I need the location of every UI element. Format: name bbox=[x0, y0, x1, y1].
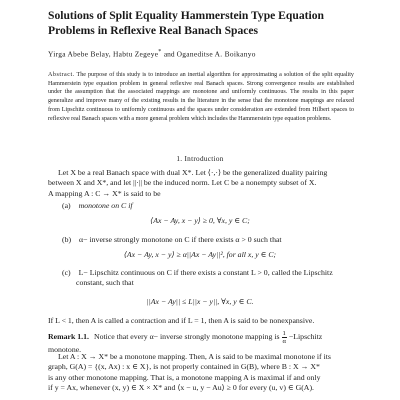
intro-line-1: Let X be a real Banach space with dual X*. Let ⟨·,·⟩ be the generalized duality pairing bbox=[58, 168, 328, 177]
equation-monotone: ⟨Ax − Ay, x − y⟩ ≥ 0, ∀x, y ∈ C; bbox=[150, 216, 250, 225]
author-list bbox=[48, 49, 368, 58]
fraction-denominator: α bbox=[282, 338, 286, 345]
p3-line-3: is any other monotone mapping. That is, a monotone mapping A is maximal if and only bbox=[48, 372, 321, 382]
remark-label: Remark 1.1. bbox=[48, 332, 89, 342]
intro-line-2: between X and X*, and let ||·|| be the induced norm. Let C be a nonempty subset of X. bbox=[48, 178, 317, 188]
intro-paragraph-3 bbox=[48, 352, 370, 394]
abstract bbox=[48, 71, 354, 123]
author-3: Oganeditse A. Boikanyo bbox=[176, 49, 256, 59]
equation-inverse-strongly-monotone: ⟨Ax − Ay, x − y⟩ ≥ α||Ax − Ay||², for all x, y ∈ C; bbox=[123, 250, 277, 259]
author-2: Habtu Zegeye bbox=[113, 49, 159, 59]
definition-item-c bbox=[62, 268, 372, 289]
fraction-numerator: 1 bbox=[282, 330, 286, 337]
item-b-label: (b) bbox=[62, 235, 72, 244]
item-a-text: monotone on C if bbox=[78, 201, 133, 210]
definition-item-a bbox=[62, 201, 372, 211]
p3-line-1: Let A : X → X* be a monotone mapping. Then, A is said to be maximal monotone if its bbox=[58, 352, 331, 361]
item-c-line-1: L− Lipschitz continuous on C if there exists a constant L > 0, called the Lipschitz bbox=[78, 268, 333, 277]
item-b-text: α− inverse strongly monotone on C if there exists α > 0 such that bbox=[79, 235, 282, 244]
definition-item-b bbox=[62, 235, 372, 245]
item-c-line-2: constant, such that bbox=[76, 278, 134, 288]
p3-line-4: if y = Ax, whenever (x, y) ∈ X × X* and ⟨x − u, y − Au⟩ ≥ 0 for every (u, v) ∈ G(A). bbox=[48, 383, 314, 393]
title-line-1: Solutions of Split Equality Hammerstein Type Equation bbox=[48, 9, 324, 22]
author-conjunction: and bbox=[163, 49, 175, 59]
intro-paragraph-1 bbox=[48, 168, 370, 199]
p3-line-2: graph, G(A) = {(x, Ax) : x ∈ X}, is not properly contained in G(B), where B : X → X* bbox=[48, 362, 320, 372]
intro-paragraph-2: If L < 1, then A is called a contraction and if L = 1, then A is said to be nonexpansive. bbox=[48, 316, 315, 325]
remark-text-end: −Lipschitz bbox=[288, 332, 323, 342]
equation-lipschitz: ||Ax − Ay|| ≤ L||x − y||, ∀x, y ∈ C. bbox=[146, 297, 254, 306]
author-1: Yirga Abebe Belay, bbox=[48, 49, 111, 59]
item-c-label: (c) bbox=[62, 268, 71, 277]
remark-fraction bbox=[282, 330, 287, 345]
intro-line-3: A mapping A : C → X* is said to be bbox=[48, 188, 161, 198]
paper-title bbox=[48, 9, 368, 38]
abstract-label: Abstract. bbox=[48, 72, 75, 78]
section-heading: 1. Introduction bbox=[176, 155, 224, 163]
title-line-2: Problems in Reflexive Real Banach Spaces bbox=[48, 23, 259, 37]
item-a-label: (a) bbox=[62, 201, 71, 210]
remark-text-start: Notice that every α− inverse strongly monotone mapping is bbox=[93, 332, 280, 342]
abstract-text: The purpose of this study is to introduce an inertial algorithm for approximating a solution of the split equality Hammerstein type equation problem in general reflexive real Banach spaces. Strong convergence results are established under the assumption that the associated mappings are monotone and uniformly continuous. The results in this paper generalize and improve many of the existing results in the literature in the sense that the monotone mappings are relaxed from Lipschitz continuous to uniformly continuous and the spaces under consideration are extended from Hilbert spaces to reflexive real Banach spaces with a more general problem which includes the Hammerstein type equation problems. bbox=[48, 72, 354, 122]
remark-line-2: monotone. bbox=[48, 345, 82, 354]
corresponding-author-mark: * bbox=[158, 49, 162, 55]
